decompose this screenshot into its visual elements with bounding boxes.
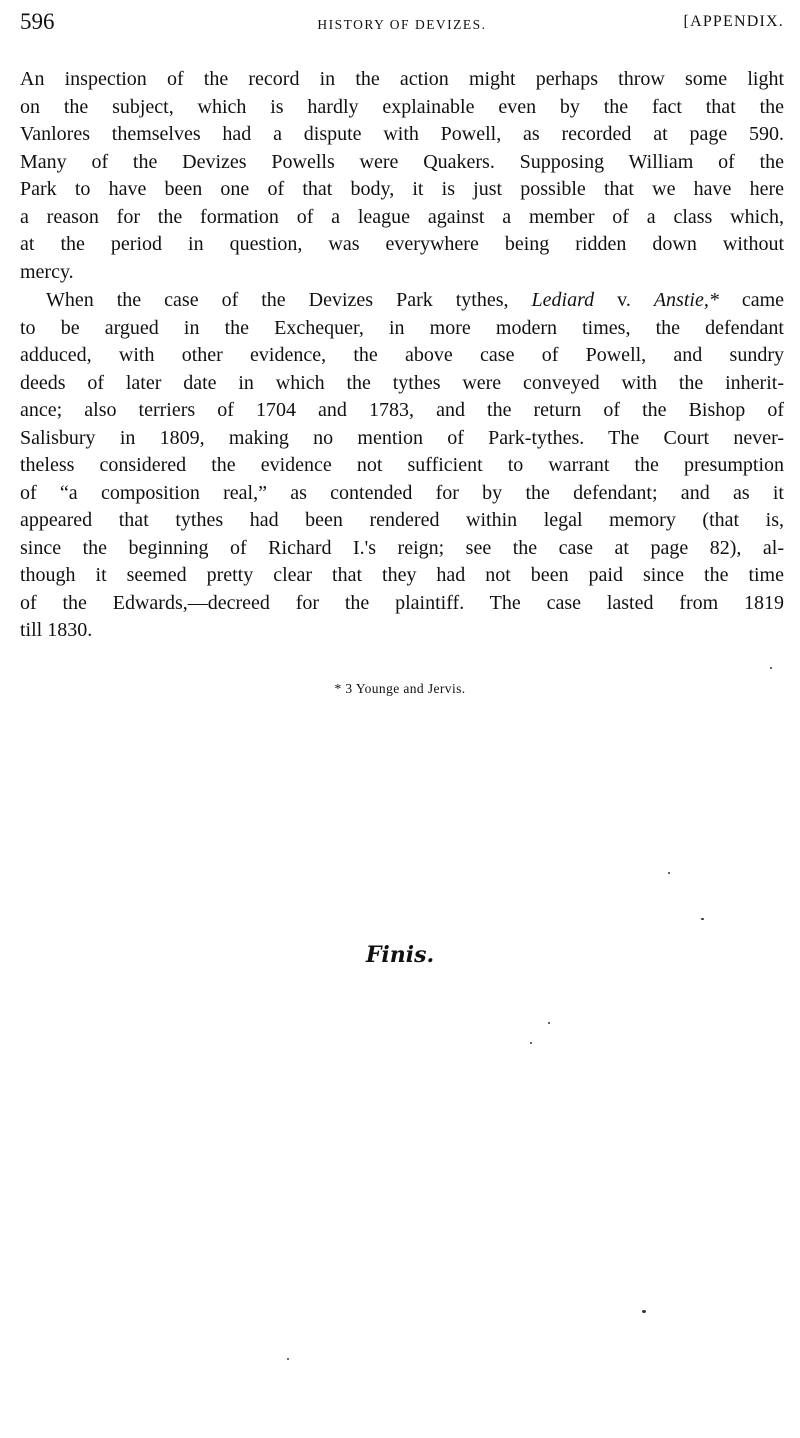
case-intro-end: came <box>718 289 785 311</box>
print-speck <box>668 872 670 874</box>
paragraph-2 <box>20 287 784 645</box>
body-text <box>20 66 784 645</box>
page-header <box>20 9 784 41</box>
text-line: Park to have been one of that body, it is just possible that we have here <box>20 178 784 200</box>
text-line: of “a composition real,” as contended for by the defendant; and as it <box>20 481 784 504</box>
page-number: 596 <box>20 9 55 34</box>
case-plaintiff: Lediard <box>531 289 595 311</box>
print-speck <box>530 1042 532 1044</box>
print-speck <box>701 918 704 920</box>
text-line: a reason for the formation of a league against a member of a class which, <box>20 205 784 228</box>
text-line: of the Edwards,—decreed for the plaintiff. The case lasted from 1819 <box>20 591 784 614</box>
text-line: theless considered the evidence not sufficient to warrant the presumption <box>20 454 784 476</box>
text-line: appeared that tythes had been rendered within legal memory (that is, <box>20 509 784 531</box>
text-line <box>20 287 784 315</box>
text-line: on the subject, which is hardly explainable even by the fact that the <box>20 95 784 118</box>
print-speck <box>642 1310 646 1313</box>
print-speck <box>770 667 772 669</box>
finis-mark: Finis. <box>365 942 435 968</box>
running-title: HISTORY OF DEVIZES. <box>317 17 487 32</box>
case-defendant: Anstie,* <box>653 289 719 311</box>
text-line: deeds of later date in which the tythes were conveyed with the inherit- <box>20 371 784 394</box>
text-line: Many of the Devizes Powells were Quakers. Supposing William of the <box>20 150 784 173</box>
section-label: [APPENDIX. <box>683 13 784 30</box>
text-line: Vanlores themselves had a dispute with Powell, as recorded at page 590. <box>20 123 784 145</box>
paragraph-1 <box>20 66 784 286</box>
case-versus: v. <box>594 289 654 311</box>
print-speck <box>287 1358 289 1360</box>
text-line: ance; also terriers of 1704 and 1783, and the return of the Bishop of <box>20 399 784 421</box>
text-line: adduced, with other evidence, the above case of Powell, and sundry <box>20 344 784 366</box>
text-line: though it seemed pretty clear that they had not been paid since the time <box>20 564 784 586</box>
case-intro-text: When the case of the Devizes Park tythes, <box>46 289 532 311</box>
text-line: Salisbury in 1809, making no mention of Park-tythes. The Court never- <box>20 426 784 449</box>
text-line: An inspection of the record in the action might perhaps throw some light <box>20 68 784 90</box>
text-line: at the period in question, was everywhere being ridden down without <box>20 233 784 255</box>
footnote: * 3 Younge and Jervis. <box>334 681 466 696</box>
text-line: till 1830. <box>20 619 93 641</box>
text-line: since the beginning of Richard I.'s reign; see the case at page 82), al- <box>20 536 784 559</box>
print-speck <box>548 1022 550 1024</box>
text-line: to be argued in the Exchequer, in more modern times, the defendant <box>20 316 784 339</box>
text-line: mercy. <box>20 260 74 283</box>
